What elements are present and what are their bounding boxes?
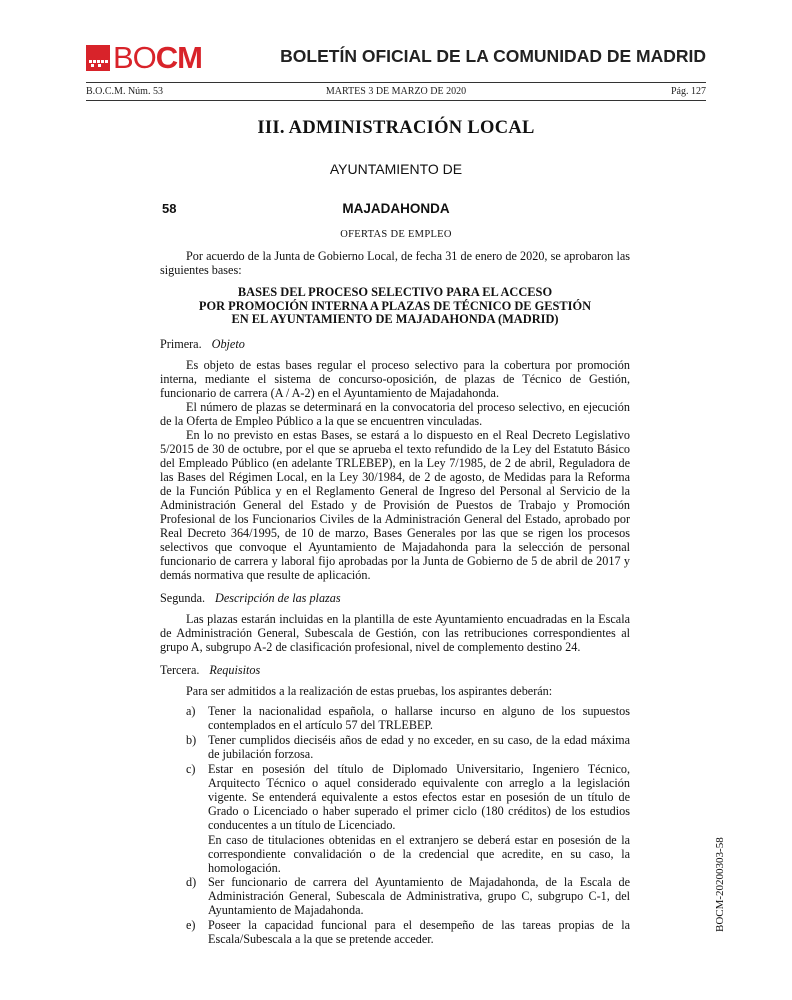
paragraph: En lo no previsto en estas Bases, se estará a lo dispuesto en el Real Decreto Legislativo 5/2015 de 30 de octubre, por el que se aprueba el texto refundido de la Ley del Estatuto Básico del Empleado Público (en adelante TRLEBEP), en la Ley 7/1985, de 2 de abril, Reguladora de las Bases del Régimen Local, en la Ley 30/1984, de 2 de agosto, de Medidas para la Reforma de la Función Pública y en el Reglamento General de Ingreso del Personal al Servicio de la Administración General del Estado y de Provisión de Puestos de Trabajo y Promoción Profesional de los Funcionarios Civiles de la Administración General del Estado, aprobado por Real Decreto 364/1995, de 10 de marzo, Bases Generales por las que se rigen los procesos selectivos que convoque el Ayuntamiento de Majadahonda para la selección de personal funcionario de carrera y laboral fijo aprobadas por la Junta de Gobierno de 5 de abril de 2017 y demás normativa que resulte de aplicación. <box>160 427 630 582</box>
municipality-name: MAJADAHONDA <box>342 201 450 216</box>
list-item-label: d) <box>186 874 197 889</box>
list-item <box>160 918 630 946</box>
bocm-logo <box>86 40 203 75</box>
paragraph: El número de plazas se determinará en la convocatoria del proceso selectivo, en ejecución de la Oferta de Empleo Público a la que se encuentren vinculadas. <box>160 399 630 428</box>
bases-title-line: EN EL AYUNTAMIENTO DE MAJADAHONDA (MADRID) <box>231 312 559 326</box>
section-subtitle: AYUNTAMIENTO DE <box>329 161 463 177</box>
section-title: III. ADMINISTRACIÓN LOCAL <box>257 118 535 138</box>
list-item-text: Tener cumplidos dieciséis años de edad y no exceder, en su caso, de la edad máxima de jubilación forzosa. <box>208 732 630 761</box>
issue-number: B.O.C.M. Núm. 53 <box>86 86 163 97</box>
paragraph: Es objeto de estas bases regular el proceso selectivo para la cobertura por promoción interna, mediante el sistema de concurso-oposición, de plazas de Técnico de Gestión, funcionario de carrera (A / A-2) en el Ayuntamiento de Majadahonda. <box>160 357 630 400</box>
list-item <box>160 704 630 732</box>
paragraph: Las plazas estarán incluidas en la plantilla de este Ayuntamiento encuadradas en la Escala de Administración General, Subescala de Gestión, con las retribuciones correspondientes al grupo A, subgrupo A-2 de clasificación profesional, nivel de complemento destino 24. <box>160 611 630 654</box>
list-item-label: a) <box>186 703 196 718</box>
list-item-text: Ser funcionario de carrera del Ayuntamiento de Majadahonda, de la Escala de Administración General, Subescala de Administrativa, grupo C, subgrupo C-1, del Ayuntamiento de Majadahonda. <box>208 874 630 917</box>
bases-title-line: BASES DEL PROCESO SELECTIVO PARA EL ACCESO <box>237 285 553 299</box>
bases-title <box>160 286 630 327</box>
paragraph: Para ser admitidos a la realización de estas pruebas, los aspirantes deberán: <box>186 683 553 698</box>
bases-title-line: POR PROMOCIÓN INTERNA A PLAZAS DE TÉCNICO DE GESTIÓN <box>198 298 592 313</box>
issue-date: MARTES 3 DE MARZO DE 2020 <box>325 86 467 97</box>
document-body <box>160 249 630 947</box>
list-item <box>160 733 630 761</box>
clause-title: Descripción de las plazas <box>215 590 341 605</box>
clause-title: Objeto <box>211 336 245 351</box>
announcement-category: OFERTAS DE EMPLEO <box>340 229 452 240</box>
clause-label: Tercera. <box>160 662 200 677</box>
list-item <box>160 762 630 832</box>
side-reference-code: BOCM-20200303-58 <box>714 837 726 932</box>
clause-label: Segunda. <box>160 590 206 605</box>
clause-title: Requisitos <box>209 662 261 677</box>
list-item-continuation: En caso de titulaciones obtenidas en el extranjero se deberá estar en posesión de la correspondiente convalidación o de la credencial que acredite, en su caso, la homologación. <box>208 832 630 875</box>
list-item-text: Estar en posesión del título de Diplomado Universitario, Ingeniero Técnico, Arquitecto Técnico o aquel considerado equivalente con arreglo a la legislación vigente. Se entenderá equivalente a estos efectos estar en posesión de un título de Grado o Licenciado o haber superado el primer ciclo (180 créditos) de los estudios conducentes a un título de Licenciado. <box>208 761 630 832</box>
page-number: Pág. 127 <box>671 86 706 97</box>
header-rule-bottom <box>86 100 706 101</box>
list-item-label: e) <box>186 917 196 932</box>
madrid-flag-icon <box>86 45 110 71</box>
clause-heading-tercera <box>160 663 630 677</box>
list-item-label: c) <box>186 761 196 776</box>
list-item-text: Tener la nacionalidad española, o hallarse incurso en alguno de los supuestos contemplados en el artículo 57 del TRLEBEP. <box>208 703 630 732</box>
announcement-number: 58 <box>162 201 177 216</box>
logo-text: BOCM <box>113 40 203 75</box>
clause-heading-segunda <box>160 591 630 605</box>
header-rule <box>86 82 706 83</box>
list-item-text: Poseer la capacidad funcional para el desempeño de las tareas propias de la Escala/Subescala a la que se pretende acceder. <box>208 917 630 946</box>
list-item <box>160 875 630 917</box>
list-item-label: b) <box>186 732 197 747</box>
intro-paragraph: Por acuerdo de la Junta de Gobierno Local, de fecha 31 de enero de 2020, se aprobaron las siguientes bases: <box>160 249 630 277</box>
clause-label: Primera. <box>160 336 202 351</box>
bulletin-title: BOLETÍN OFICIAL DE LA COMUNIDAD DE MADRID <box>280 46 706 66</box>
clause-heading-primera <box>160 337 630 351</box>
